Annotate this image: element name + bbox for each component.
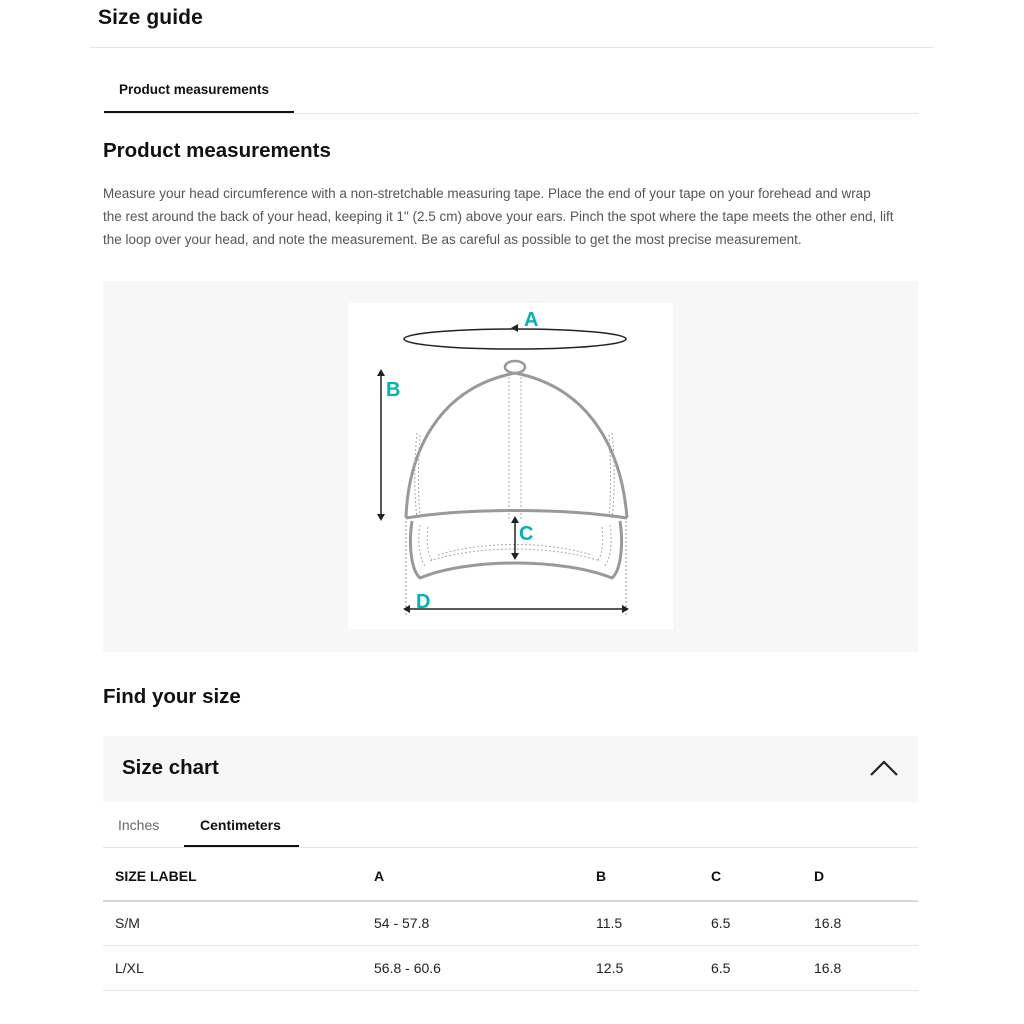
arrow-c-bottom xyxy=(511,553,519,560)
cap-crown xyxy=(406,373,627,518)
crown-center-stitch xyxy=(509,373,521,521)
label-c: C xyxy=(519,523,534,545)
row-value-c: 6.5 xyxy=(711,960,731,976)
row-value-a: 54 - 57.8 xyxy=(374,915,430,931)
tab-centimeters[interactable]: Centimeters xyxy=(184,811,299,847)
page-title: Size guide xyxy=(98,6,203,29)
column-header-size-label: SIZE LABEL xyxy=(115,868,197,884)
tab-inches[interactable]: Inches xyxy=(118,817,160,833)
crown-side-stitch-left xyxy=(415,433,420,518)
cap-illustration xyxy=(348,303,673,629)
row-divider xyxy=(103,945,918,946)
instruction-line: the rest around the back of your head, keeping it 1" (2.5 cm) above your ears. Pinch the spot where the tape meets the other end, lift xyxy=(103,209,894,224)
arrow-b-bottom xyxy=(377,514,385,521)
label-a: A xyxy=(524,309,539,331)
row-size-label: L/XL xyxy=(115,960,144,976)
column-header-b: B xyxy=(596,868,607,884)
arrow-b-top xyxy=(377,369,385,376)
diagram-area xyxy=(103,281,918,652)
row-value-d: 16.8 xyxy=(814,915,842,931)
row-divider xyxy=(103,990,918,991)
row-value-b: 11.5 xyxy=(596,915,623,931)
label-b: B xyxy=(386,379,401,401)
column-header-d: D xyxy=(814,868,825,884)
header-divider xyxy=(90,47,933,48)
row-value-a: 56.8 - 60.6 xyxy=(374,960,441,976)
tab-product-measurements[interactable]: Product measurements xyxy=(104,78,294,113)
brim-top xyxy=(406,511,627,519)
circumference-ellipse xyxy=(404,329,626,349)
row-value-d: 16.8 xyxy=(814,960,842,976)
instruction-line: Measure your head circumference with a non-stretchable measuring tape. Place the end of your tape on your forehead and wrap xyxy=(103,186,871,201)
tab-divider xyxy=(104,113,918,114)
table-header-divider xyxy=(103,900,918,902)
chevron-up-icon xyxy=(868,758,900,778)
column-header-c: C xyxy=(711,868,722,884)
row-value-b: 12.5 xyxy=(596,960,624,976)
label-d: D xyxy=(416,591,431,613)
arrow-c-top xyxy=(511,516,519,523)
cap-diagram xyxy=(348,303,673,629)
size-chart-toggle[interactable] xyxy=(103,736,918,802)
unit-tab-divider xyxy=(103,847,918,848)
instruction-line: the loop over your head, and note the measurement. Be as careful as possible to get the most precise measurement. xyxy=(103,232,802,247)
arrow-a xyxy=(511,324,518,332)
row-value-c: 6.5 xyxy=(711,915,731,931)
row-size-label: S/M xyxy=(115,915,140,931)
size-chart-title: Size chart xyxy=(122,756,219,779)
find-size-heading: Find your size xyxy=(103,685,241,708)
cap-button xyxy=(505,361,525,373)
section-title: Product measurements xyxy=(103,139,331,162)
brim-outline xyxy=(410,521,621,578)
measurement-instructions xyxy=(103,182,923,251)
column-header-a: A xyxy=(374,868,385,884)
